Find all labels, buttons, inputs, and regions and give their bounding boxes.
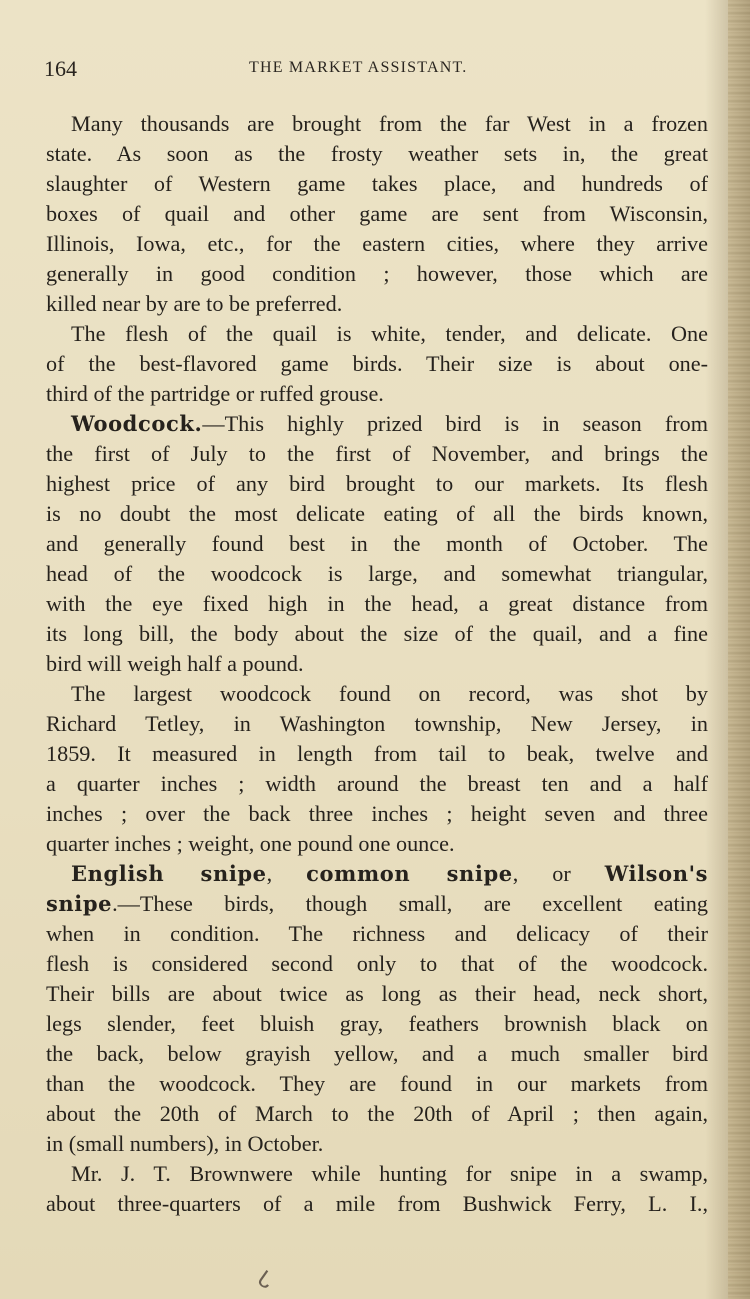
body-text — [46, 109, 708, 1219]
running-title: THE MARKET ASSISTANT. — [249, 59, 468, 76]
text-line — [46, 949, 708, 979]
text-line — [46, 319, 708, 349]
text-run: Their bills are about twice as long as their head, neck short, — [46, 981, 708, 1006]
text-run: when in condition. The richness and delicacy of their — [46, 921, 708, 946]
text-line — [46, 739, 708, 769]
text-line — [46, 259, 708, 289]
text-line — [46, 1009, 708, 1039]
text-run: Illinois, Iowa, etc., for the eastern cities, where they arrive — [46, 231, 708, 256]
bold-heading: Wilson's — [604, 861, 709, 886]
text-run: with the eye fixed high in the head, a great distance from — [46, 591, 708, 616]
text-run: The flesh of the quail is white, tender, and delicate. One — [71, 321, 708, 346]
text-run: Many thousands are brought from the far West in a frozen — [71, 111, 708, 136]
text-line — [46, 1189, 708, 1219]
text-run: Richard Tetley, in Washington township, New Jersey, in — [46, 711, 708, 736]
bold-heading: common snipe — [306, 861, 513, 886]
text-line — [46, 589, 708, 619]
text-run: quarter inches ; weight, one pound one ounce. — [46, 831, 455, 856]
text-run: about the 20th of March to the 20th of April ; then again, — [46, 1101, 708, 1126]
text-run: bird will weigh half a pound. — [46, 651, 304, 676]
text-line — [46, 1129, 708, 1159]
text-line — [46, 799, 708, 829]
text-line — [46, 1069, 708, 1099]
text-line — [46, 379, 708, 409]
text-line — [46, 1099, 708, 1129]
text-line — [46, 919, 708, 949]
text-run: boxes of quail and other game are sent from Wisconsin, — [46, 201, 708, 226]
text-line — [46, 769, 708, 799]
text-line — [46, 109, 708, 139]
text-run: head of the woodcock is large, and somewhat triangular, — [46, 561, 708, 586]
text-run: in (small numbers), in October. — [46, 1131, 324, 1156]
text-run: the first of July to the first of November, and brings the — [46, 441, 708, 466]
text-line — [46, 469, 708, 499]
bold-heading: English snipe — [71, 861, 267, 886]
text-run: is no doubt the most delicate eating of all the birds known, — [46, 501, 708, 526]
text-run: legs slender, feet bluish gray, feathers brownish black on — [46, 1011, 708, 1036]
text-run: than the woodcock. They are found in our markets from — [46, 1071, 708, 1096]
text-run: The largest woodcock found on record, was shot by — [71, 681, 708, 706]
text-run: —This highly prized bird is in season from — [202, 411, 708, 436]
text-run: Mr. J. T. Brownwere while hunting for snipe in a swamp, — [71, 1161, 708, 1186]
page-edge — [728, 0, 750, 1299]
text-run: .—These birds, though small, are excellent eating — [112, 891, 708, 916]
bold-heading: Woodcock. — [71, 411, 203, 436]
text-run: generally in good condition ; however, those which are — [46, 261, 708, 286]
text-run: third of the partridge or ruffed grouse. — [46, 381, 384, 406]
text-line — [46, 679, 708, 709]
text-run: a quarter inches ; width around the breast ten and a half — [46, 771, 708, 796]
ink-mark: ᒐ — [252, 1266, 278, 1295]
text-run: the back, below grayish yellow, and a much smaller bird — [46, 1041, 708, 1066]
text-line — [46, 289, 708, 319]
text-line — [46, 349, 708, 379]
text-line — [46, 1039, 708, 1069]
text-line — [46, 829, 708, 859]
text-line — [46, 859, 708, 889]
text-line — [46, 499, 708, 529]
text-run: killed near by are to be preferred. — [46, 291, 343, 316]
text-line — [46, 229, 708, 259]
text-run: 1859. It measured in length from tail to beak, twelve and — [46, 741, 708, 766]
page-number: 164 — [44, 56, 77, 81]
text-line — [46, 199, 708, 229]
text-run: of the best-flavored game birds. Their size is about one- — [46, 351, 708, 376]
text-run: and generally found best in the month of October. The — [46, 531, 708, 556]
text-line — [46, 529, 708, 559]
text-run: , or — [512, 861, 605, 886]
text-line — [46, 889, 708, 919]
bold-heading: snipe — [46, 891, 113, 916]
text-line — [46, 409, 708, 439]
text-line — [46, 979, 708, 1009]
text-run: , — [266, 861, 307, 886]
text-line — [46, 1159, 708, 1189]
text-run: slaughter of Western game takes place, and hundreds of — [46, 171, 708, 196]
text-line — [46, 559, 708, 589]
text-line — [46, 709, 708, 739]
text-run: inches ; over the back three inches ; height seven and three — [46, 801, 708, 826]
text-line — [46, 439, 708, 469]
text-line — [46, 649, 708, 679]
text-run: its long bill, the body about the size of the quail, and a fine — [46, 621, 708, 646]
page-header — [44, 56, 704, 86]
text-line — [46, 139, 708, 169]
text-line — [46, 619, 708, 649]
text-line — [46, 169, 708, 199]
text-run: highest price of any bird brought to our markets. Its flesh — [46, 471, 708, 496]
text-run: state. As soon as the frosty weather sets in, the great — [46, 141, 708, 166]
text-run: flesh is considered second only to that of the woodcock. — [46, 951, 708, 976]
text-run: about three-quarters of a mile from Bushwick Ferry, L. I., — [46, 1191, 708, 1216]
